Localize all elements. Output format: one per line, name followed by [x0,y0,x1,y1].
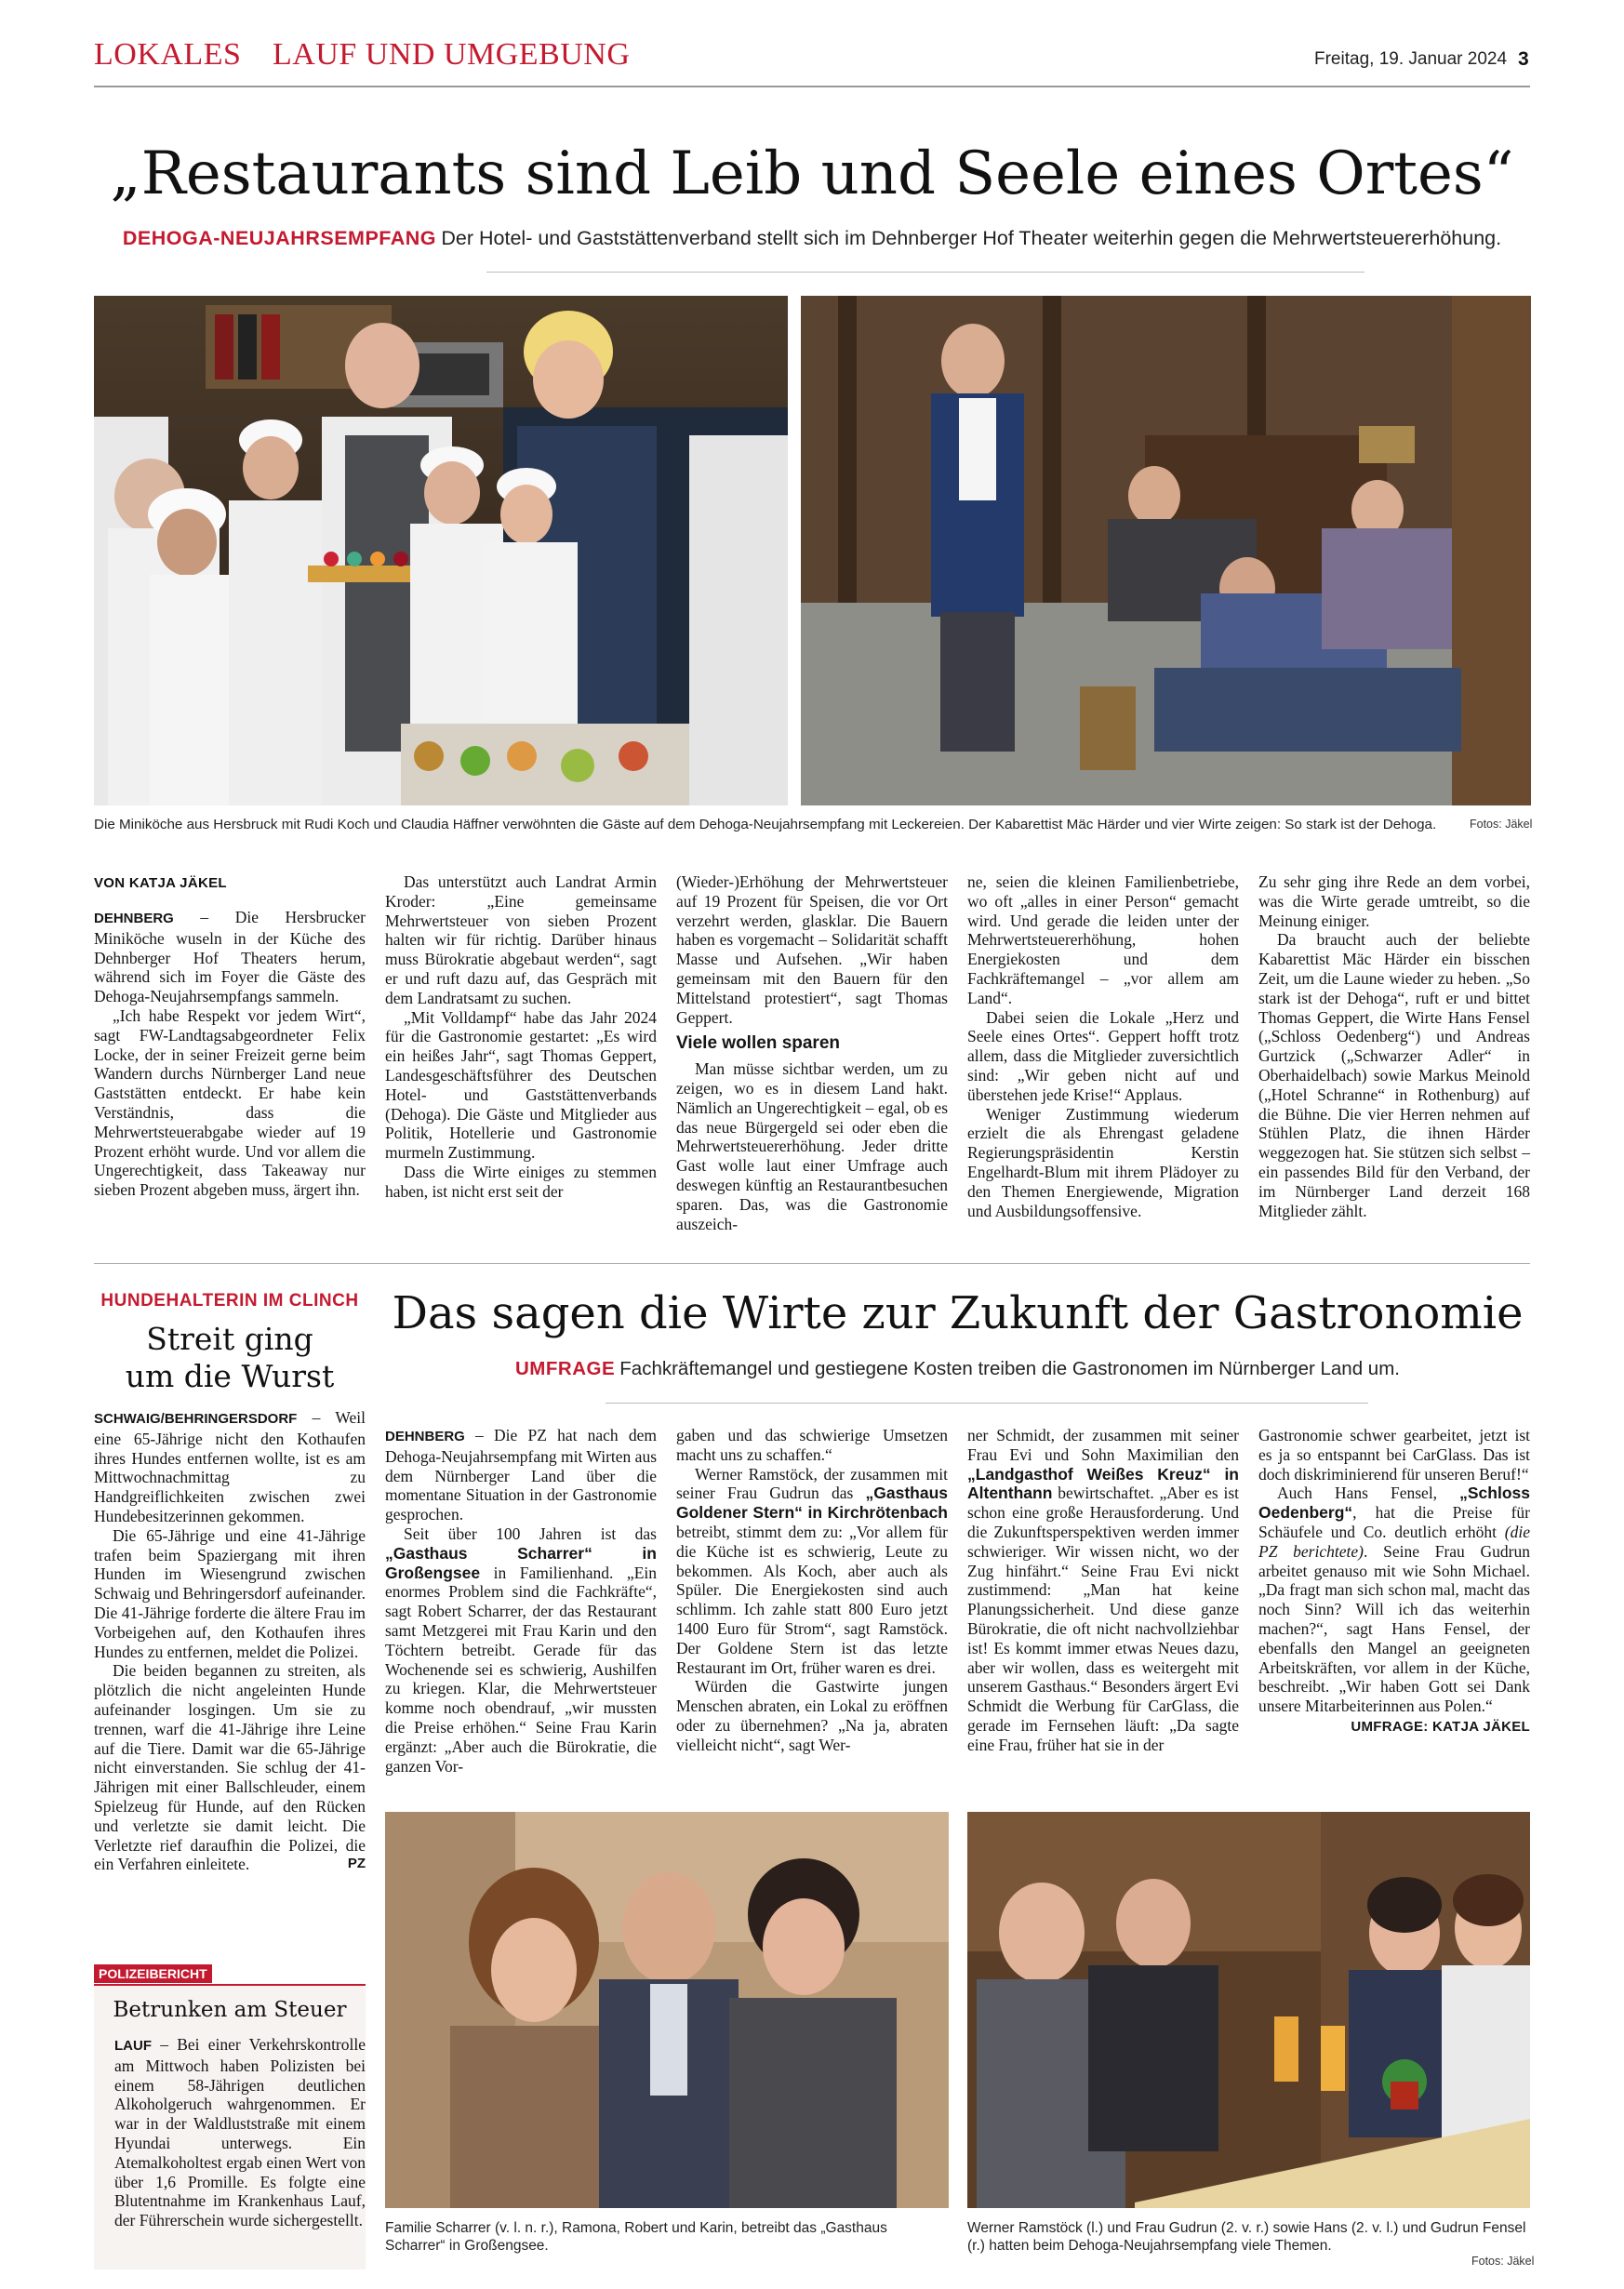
article1-bottom-rule [94,1263,1530,1264]
article1-subline [94,227,1530,250]
subsection-label: LAUF UND UMGEBUNG [273,37,631,72]
article1-col2-p1: Das unterstützt auch Landrat Armin Kroder: „Eine gemeinsame Mehrwertsteuer von sieben Prozent halten wir für richtig. Darüber hinaus muss Bürokratie abgebaut werden“, sagt er und ruft dazu auf, das Gespräch mit dem Landratsamt zu suchen. [385,872,657,1007]
article1-col5-p1: Zu sehr ging ihre Rede an dem vorbei, was die Wirte gerade umtreibt, so die Meinung einiger. [1258,872,1530,930]
article2-col2-p3: Würden die Gastwirte jungen Menschen abraten, ein Lokal zu eröffnen oder zu übernehmen? „Na ja, abraten vielleicht nicht“, sagt Wer- [676,1677,948,1754]
sidebar-body [94,1408,366,1874]
sidebar-p2: Die 65-Jährige und eine 41-Jährige trafen beim Spaziergang mit ihren Hunden im Wiesengrund zwischen Schwaig und Behringersdorf aufeinander. Die 41-Jährige forderte die ältere Frau im Vorbeigehen auf, den Kothaufen ihres Hundes zu entfernen, meldet die Polizei. [94,1525,366,1661]
issue-date: Freitag, 19. Januar 2024 [1314,49,1508,69]
photo-ramstoeck-fensel [967,1812,1530,2208]
article2-col2-p1: gaben und das schwierige Umsetzen macht uns zu schaffen.“ [676,1426,948,1464]
article2-col1-p2: Seit über 100 Jahren ist das „Gasthaus Scharrer“ in Großengsee in Familienhand. „Ein enormes Problem sind die Fachkräfte“, sagt Robert Scharrer, der das Restaurant samt Metzgerei mit Frau Karin und den Töchtern betreibt. Gerade für das Wochenende sei es schwierig, Aushilfen zu kriegen. Klar, die Mehrwertsteuer komme noch obendrauf, „wir mussten die Preise erhöhen.“ Seine Frau Karin ergänzt: „Aber auch die Bürokratie, die ganzen Vor- [385,1524,657,1776]
police-p1: LAUF – Bei einer Verkehrskontrolle am Mittwoch haben Polizisten bei einem 58-Jährigen deutlichen Alkoholgeruch wahrgenommen. Er war in der Waldluststraße mit einem Hyundai unterwegs. Ein Atemalkoholtest ergab einen Wert von über 1,6 Promille. Es folgte eine Blutentnahme im Krankenhaus Lauf, der Führerschein wurde sichergestellt. [114,2035,366,2230]
article2-column-3 [967,1426,1239,1755]
article2-column-4 [1258,1426,1530,1737]
article2-col4-p1: Gastronomie schwer gearbeitet, jetzt ist es ja so entspannt bei CarGlass. Das ist doch diskriminierend für unseren Beruf!“ [1258,1426,1530,1484]
article2-subhead: Fachkräftemangel und gestiegene Kosten treiben die Gastronomen im Nürnberger Land um. [619,1358,1400,1379]
article1-subheading: Viele wollen sparen [676,1033,841,1054]
article2-photo-credit: Fotos: Jäkel [1471,2255,1535,2268]
article2-signoff: UMFRAGE: KATJA JÄKEL [1351,1718,1530,1735]
article1-col2-p2: „Mit Volldampf“ habe das Jahr 2024 für die Gastronomie gestartet: „Es wird ein heißes Jahr“, sagt Thomas Geppert, Landesgeschäftsführer des Deutschen Hotel- und Gaststättenverbands (Dehoga). Die Gäste und Mitglieder aus Politik, Hotellerie und Gastronomie murmeln Zustimmung. [385,1007,657,1163]
article1-column-3 [676,872,948,1233]
police-headline: Betrunken am Steuer [113,1998,347,2022]
article1-kicker: DEHOGA-NEUJAHRSEMPFANG [122,227,437,249]
sidebar-headline [94,1321,366,1395]
article1-col1-p1: DEHNBERG – Die Hersbrucker Miniköche wuseln in der Küche des Dehnberger Hof Theaters herum, während sich im Foyer die Gäste des Dehoga-Neujahrsempfangs sammeln. [94,908,366,1006]
article1-subhead: Der Hotel- und Gaststättenverband stellt sich im Dehnberger Hof Theater weiterhin gegen die Mehrwertsteuererhöhung. [441,227,1502,249]
article1-column-4 [967,872,1239,1220]
article1-col1-p2: „Ich habe Respekt vor jedem Wirt“, sagt FW-Landtagsabgeordneter Felix Locke, der in seiner Freizeit gerne beim Wandern durchs Nürnberger Land neue Gaststätten entdeckt. Er habe kein Verständnis, dass die Mehrwertsteuerabgabe wieder auf 19 Prozent erhöht wurde. Und vor allem die Ungerechtigkeit, dass Takeaway nur sieben Prozent abgeben muss, ärgert ihn. [94,1005,366,1200]
article2-headline: Das sagen die Wirte zur Zukunft der Gastronomie [392,1287,1524,1339]
article1-column-5 [1258,872,1530,1220]
sidebar-headline-line2: um die Wurst [125,1358,335,1394]
article1-dateline: DEHNBERG [94,911,174,926]
restaurant-scharrer: „Gasthaus Scharrer“ in Großengsee [385,1543,657,1582]
sidebar-signoff: PZ [347,1856,366,1872]
article2-column-1 [385,1426,657,1776]
photo-kabarett-buehne [801,296,1531,805]
photo-familie-scharrer [385,1812,949,2208]
article2-col2-p2: Werner Ramstöck, der zusammen mit seiner Frau Gudrun das „Gasthaus Goldener Stern“ in Kirchrötenbach betreibt, stimmt dem zu: „Vor allem für die Küche ist es schwierig, Leute zu bekommen. Als Koch, aber auch als Spüler. Die Energiekosten sind auch schlimm. Ich zahle statt 800 Euro jetzt 1400 Euro für Strom“, sagt Ramstöck. Der Goldene Stern ist das letzte Restaurant im Ort, früher waren es drei. [676,1464,948,1677]
restaurant-goldener-stern: „Gasthaus Goldener Stern“ in Kirchrötenbach [676,1484,948,1523]
police-tag: POLIZEIBERICHT [94,1964,212,1983]
photo-ramstoeck-caption: Werner Ramstöck (l.) und Frau Gudrun (2. v. r.) sowie Hans (2. v. l.) und Gudrun Fensel (r.) hatten beim Dehoga-Neujahrsempfang viele Themen. [967,2220,1526,2254]
article1-byline: VON KATJA JÄKEL [94,875,227,891]
article1-col5-p2: Da braucht auch der beliebte Kabarettist Mäc Härder ein bisschen Zeit, um die Laune wieder zu heben. „So stark ist der Dehoga“, ruft er und bittet Thomas Geppert, die Wirte Hans Fensel („Schloss Oedenberg“) und Andreas Gurtzick („Schwarzer Adler“ in Oberhaidelbach) sowie Markus Meinold („Hotel Schranne“ in Rothenburg) auf die Bühne. Die vier Herren nehmen auf Stühlen Platz, die ihnen Härder weggezogen hat. Sie stützen sich selbst – ein passendes Bild für den Verband, der im Nürnberger Land derzeit 168 Mitglieder zählt. [1258,930,1530,1220]
article1-col3-p1: (Wieder-)Erhöhung der Mehrwertsteuer auf 19 Prozent für Speisen, die vor Ort verzehrt werden, glasklar. Die Bauern haben es vorgemacht – Solidarität schafft Masse und Aufsehen. „Wir haben gemeinsam mit den Bauern für den Mittelstand protestiert“, sagt Thomas Geppert. [676,872,948,1027]
article1-col2-p3: Dass die Wirte einiges zu stemmen haben, ist nicht erst seit der [385,1162,657,1201]
article2-dateline: DEHNBERG [385,1429,465,1444]
sidebar-dateline: SCHWAIG/BEHRINGERSDORF [94,1411,298,1427]
article1-photo-caption: Die Miniköche aus Hersbruck mit Rudi Koch und Claudia Häffner verwöhnten die Gäste auf dem Dehoga-Neujahrsempfang mit Leckereien. Der Kabarettist Mäc Härder und vier Wirte zeigen: So stark ist der Dehoga. [94,817,1437,832]
article2-subline [385,1358,1530,1380]
article1-headline: „Restaurants sind Leib und Seele eines Ortes“ [110,140,1514,208]
photo-minikoeche [94,296,788,805]
article2-col4-p2: Auch Hans Fensel, „Schloss Oedenberg“, hat die Preise für Schäufele und Co. deutlich erhöht (die PZ berichtete). Seine Frau Gudrun arbeitet genauso mit wie Sohn Michael. „Da fragt man sich schon mal, macht das noch Sinn? Will ich das weiterhin machen?“, sagt Hans Fensel, der ebenfalls den Mangel an geeigneten Arbeitskräften, vor allem in der Küche, beschreibt. „Wir haben Gott sei Dank unsere Mitarbeiterinnen aus Polen.“ [1258,1484,1530,1716]
article1-column-1 [94,908,366,1200]
sidebar-kicker: HUNDEHALTERIN IM CLINCH [100,1291,359,1311]
article2-column-2 [676,1426,948,1755]
article2-col1-p1: DEHNBERG – Die PZ hat nach dem Dehoga-Neujahrsempfang mit Wirten aus dem Nürnberger Land über die momentane Situation in der Gastronomie gesprochen. [385,1426,658,1524]
restaurant-weisses-kreuz: „Landgasthof Weißes Kreuz“ in Altenthann [967,1464,1239,1503]
article1-col4-p2: Dabei seien die Lokale „Herz und Seele eines Ortes“. Geppert hofft trotz allem, dass die Mitglieder zuversichtlich sind: „Wir geben nicht auf und überstehen jede Krise!“ Applaus. [967,1007,1239,1104]
article1-column-2 [385,872,657,1202]
photo-scharrer-caption: Familie Scharrer (v. l. n. r.), Ramona, Robert und Karin, betreibt das „Gasthaus Scharrer“ in Großengsee. [385,2220,887,2254]
article1-col3-p2: Man müsse sichtbar werden, um zu zeigen, wo es in diesem Land hakt. Nämlich an Ungerechtigkeit – egal, ob es das neue Bürgergeld sei oder eben die Mehrwertsteuererhöhung. Jeder dritte Gast wolle laut einer Umfrage auch deswegen künftig an Restaurantbesuchen sparen. Das, was die Gastronomie auszeich- [676,1059,948,1233]
restaurant-schloss-oedenberg: „Schloss Oedenberg“ [1258,1484,1530,1523]
article2-kicker: UMFRAGE [515,1358,616,1379]
page-number: 3 [1518,48,1529,70]
article2-subline-rule [606,1403,1368,1404]
header-rule [94,86,1530,87]
police-body [114,2035,366,2230]
article2-col3-p1: ner Schmidt, der zusammen mit seiner Frau Evi und Sohn Maximilian den „Landgasthof Weißes Kreuz“ in Altenthann bewirtschaftet. „Aber es ist schon eine große Herausforderung. Und die Zukunftsperspektiven werden immer schwieriger. Wir wissen nicht, wo der Zug hinfährt.“ Seine Frau Evi nickt zustimmend: „Man hat keine Planungssicherheit. Und diese ganze Bürokratie, die oft nicht nachvollziehbar ist! Es kommt immer etwas Neues dazu, aber wir wollen, dass es weitergeht mit unserem Gasthaus.“ Besonders ärgert Evi Schmidt die Werbung für CarGlass, die gerade im Fernsehen läuft: „Da sagte eine Frau, früher hat sie in der [967,1426,1239,1754]
police-dateline: LAUF [114,2038,152,2054]
article1-col4-p1: ne, seien die kleinen Familienbetriebe, wo oft „alles in einer Person“ gemacht wird. Und gerade die leiden unter der Mehrwertsteuererhöhung, hohen Energiekosten und dem Fachkräftemangel – „vor allem am Land“. [967,872,1239,1007]
sidebar-p1: SCHWAIG/BEHRINGERSDORF – Weil eine 65-Jährige nicht den Kothaufen ihres Hundes entfernen wollte, ist es am Mittwochnachmittag zu Handgreiflichkeiten zwischen zwei Hundebesitzerinnen gekommen. [94,1408,366,1525]
article1-subline-rule [486,272,1364,273]
section-label: LOKALES [94,37,242,72]
article1-photo-credit: Fotos: Jäkel [1470,818,1533,831]
sidebar-p3: Die beiden begannen zu streiten, als plötzlich die nicht angeleinten Hunde aufeinander losgingen. Um sie zu trennen, warf die 41-Jährige ihre Leine auf die Tiere. Damit war die 65-Jährige nicht einverstanden. Sie schlug der 41-Jährigen mit einer Ballschleuder, einem Spielzeug für Hunde, auf den Rücken und verletzte sie damit leicht. Die Verletzte rief daraufhin die Polizei, die ein Verfahren einleitete. PZ [94,1661,366,1874]
article1-col4-p3: Weniger Zustimmung wiederum erzielt die als Ehrengast geladene Regierungspräsidentin Kerstin Engelhardt-Blum mit ihrem Plädoyer zu den Themen Energiewende, Migration und Ausbildungsoffensive. [967,1104,1239,1220]
sidebar-headline-line1: Streit ging [146,1321,313,1357]
